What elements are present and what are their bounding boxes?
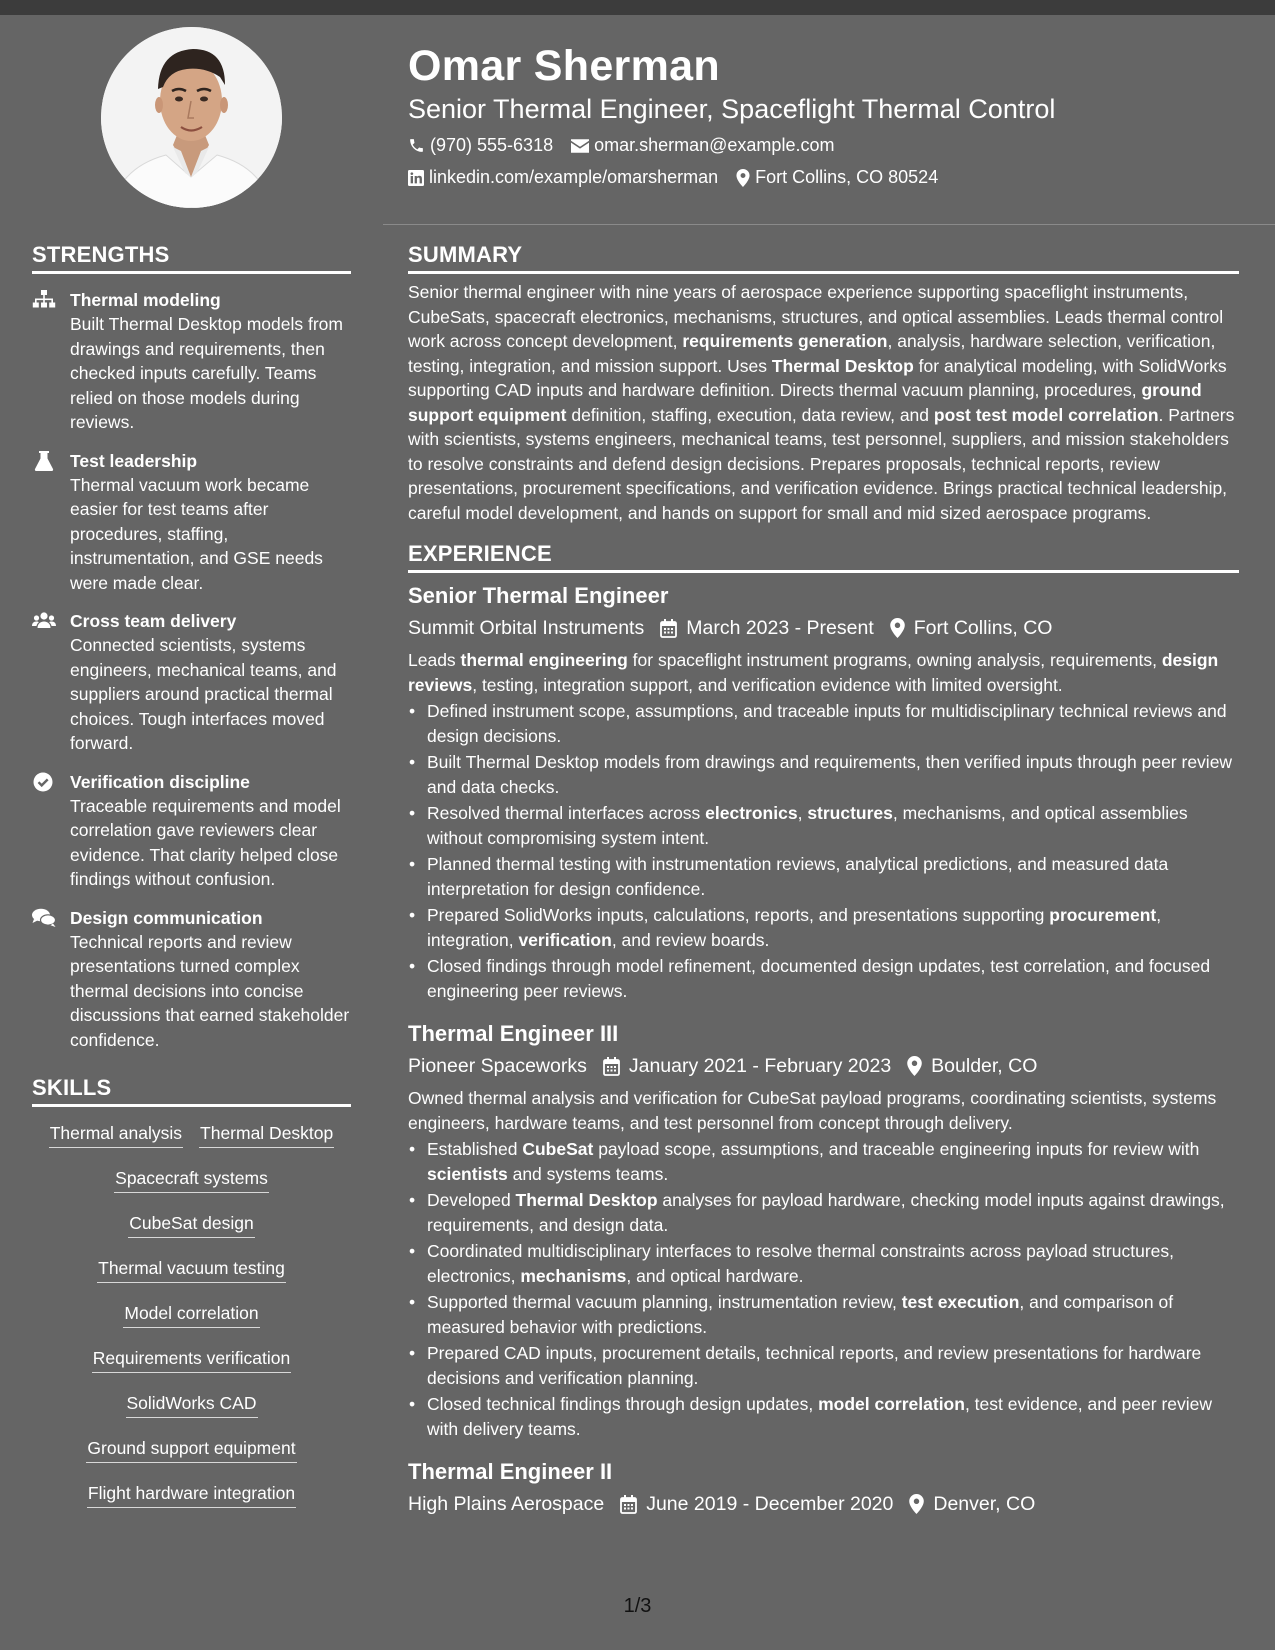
job-bullet: • Prepared CAD inputs, procurement details, technical reports, and review presentations for hardware decisions and verification planning.: [408, 1341, 1239, 1390]
strength-title: Verification discipline: [70, 771, 250, 792]
skill-tag: Thermal vacuum testing: [97, 1256, 286, 1283]
strength-text: Thermal vacuum work became easier for test teams after procedures, staffing, instrumentation, and GSE needs were made clear.: [70, 474, 323, 593]
contact-email[interactable]: [571, 135, 834, 156]
job-description: Owned thermal analysis and verification for CubeSat payload programs, coordinating scientists, systems engineers, hardware teams, and test personnel from concept through delivery.: [408, 1088, 1217, 1133]
skill-tag: CubeSat design: [128, 1211, 255, 1238]
job-description: Leads thermal engineering for spaceflight instrument programs, owning analysis, requirements, design reviews, testing, integration support, and verification evidence with limited oversight.: [408, 650, 1219, 695]
left-column: [32, 242, 351, 1526]
job-dates: [660, 613, 874, 643]
candidate-headline: Senior Thermal Engineer, Spaceflight Thermal Control: [408, 94, 1056, 124]
job-location: [890, 613, 1053, 643]
job-dates: [603, 1051, 891, 1081]
skill-tag: Thermal Desktop: [199, 1121, 334, 1148]
job-title: Thermal Engineer III: [408, 1021, 619, 1046]
skill-tag: Thermal analysis: [49, 1121, 183, 1148]
strength-item: [32, 906, 351, 1053]
contact-row-2: [408, 167, 956, 188]
page-number: 1/3: [623, 1595, 652, 1617]
top-bar: [0, 0, 1275, 15]
strength-text: Technical reports and review presentations turned complex thermal decisions into concise discussions that earned stakeholder confidence.: [70, 931, 350, 1050]
contact-linkedin[interactable]: [408, 167, 718, 188]
strength-item: [32, 609, 351, 756]
calendar-icon: [660, 619, 677, 638]
map-marker-icon: [909, 1494, 924, 1514]
strength-item: [32, 770, 351, 892]
check-circle-icon: [32, 772, 56, 792]
contact-phone[interactable]: [408, 135, 553, 156]
candidate-name: Omar Sherman: [408, 42, 720, 90]
location-text: Fort Collins, CO 80524: [755, 167, 939, 187]
profile-photo: [101, 27, 282, 208]
strength-title: Thermal modeling: [70, 290, 221, 310]
strength-text: Built Thermal Desktop models from drawings and requirements, then checked inputs carefully. Teams relied on those models during reviews.: [70, 314, 343, 432]
strengths-heading: STRENGTHS: [32, 242, 351, 274]
skill-tag: Spacecraft systems: [114, 1166, 269, 1193]
job-entry: [408, 1019, 1239, 1441]
job-meta: [408, 613, 1239, 643]
contact-location: [736, 167, 938, 188]
right-column: [408, 242, 1239, 1519]
strength-title: Test leadership: [70, 450, 198, 471]
job-bullet: • Built Thermal Desktop models from drawings and requirements, then verified inputs through peer review and data checks.: [408, 750, 1239, 799]
phone-icon: [408, 137, 425, 154]
job-bullet: • Planned thermal testing with instrumentation reviews, analytical predictions, and measured data interpretation for design confidence.: [408, 852, 1239, 901]
skill-tag: Model correlation: [123, 1301, 259, 1328]
strength-item: [32, 449, 351, 596]
job-bullet: • Established CubeSat payload scope, assumptions, and traceable engineering inputs for review with scientists and systems teams.: [408, 1137, 1239, 1186]
calendar-icon: [603, 1057, 620, 1076]
summary-heading: SUMMARY: [408, 242, 1239, 274]
job-bullet: • Closed findings through model refinement, documented design updates, test correlation, and focused engineering peer reviews.: [408, 954, 1239, 1003]
strength-item: [32, 288, 351, 435]
job-title: Thermal Engineer II: [408, 1459, 613, 1484]
job-entry: [408, 1457, 1239, 1519]
summary-text: Senior thermal engineer with nine years of aerospace experience supporting spaceflight instruments, CubeSats, spacecraft electronics, mechanisms, structures, and optical assemblies. Leads thermal control work across concept development, requirements generation, analysis, hardware selection, verification, testing, integration, and mission support. Uses Thermal Desktop for analytical modeling, with SolidWorks supporting CAD inputs and hardware definition. Directs thermal vacuum planning, procedures, ground support equipment definition, staffing, execution, data review, and post test model correlation. Partners with scientists, systems engineers, mechanical teams, test personnel, suppliers, and mission stakeholders to resolve constraints and defend design decisions. Prepares proposals, technical reports, review presentations, procurement specifications, and verification evidence. Brings practical technical leadership, careful model development, and hands on support for small and mid sized aerospace programs.: [408, 282, 1235, 523]
job-location-text: Denver, CO: [933, 1493, 1036, 1515]
job-company: Pioneer Spaceworks: [408, 1055, 587, 1077]
strengths-list: [32, 288, 351, 1052]
sitemap-icon: [32, 290, 56, 310]
skills-list: [32, 1121, 351, 1526]
job-dates: [620, 1489, 893, 1519]
job-bullets: [408, 1137, 1239, 1441]
job-meta: [408, 1489, 1239, 1519]
job-dates-text: June 2019 - December 2020: [646, 1493, 894, 1515]
job-bullet: • Developed Thermal Desktop analyses for payload hardware, checking model inputs against drawings, requirements, and design data.: [408, 1188, 1239, 1237]
strength-title: Design communication: [70, 907, 263, 928]
job-bullet: • Prepared SolidWorks inputs, calculations, reports, and presentations supporting procurement, integration, verification, and review boards.: [408, 903, 1239, 952]
header-divider: [383, 224, 1275, 225]
job-location-text: Fort Collins, CO: [913, 617, 1053, 639]
users-icon: [32, 611, 56, 631]
map-marker-icon: [890, 618, 905, 638]
skill-tag: Requirements verification: [92, 1346, 291, 1373]
map-marker-icon: [736, 169, 750, 187]
job-bullets: [408, 699, 1239, 1003]
skill-tag: Ground support equipment: [86, 1436, 296, 1463]
job-location: [909, 1489, 1035, 1519]
map-marker-icon: [907, 1056, 922, 1076]
strength-title: Cross team delivery: [70, 611, 237, 631]
contact-row-1: [408, 135, 852, 156]
job-entry: [408, 581, 1239, 1003]
skill-tag: SolidWorks CAD: [126, 1391, 258, 1418]
job-dates-text: March 2023 - Present: [686, 617, 874, 639]
experience-heading: EXPERIENCE: [408, 541, 1239, 573]
job-bullet: • Supported thermal vacuum planning, instrumentation review, test execution, and comparison of measured behavior with predictions.: [408, 1290, 1239, 1339]
job-bullet: • Defined instrument scope, assumptions, and traceable inputs for multidisciplinary technical reviews and design decisions.: [408, 699, 1239, 748]
job-dates-text: January 2021 - February 2023: [628, 1055, 892, 1077]
job-bullet: • Resolved thermal interfaces across electronics, structures, mechanisms, and optical assemblies without compromising system intent.: [408, 801, 1239, 850]
job-location-text: Boulder, CO: [931, 1055, 1038, 1077]
skills-heading: SKILLS: [32, 1075, 351, 1107]
strength-text: Traceable requirements and model correlation gave reviewers clear evidence. That clarity helped close findings without confusion.: [70, 795, 341, 889]
job-company: Summit Orbital Instruments: [408, 617, 645, 639]
strength-text: Connected scientists, systems engineers, mechanical teams, and suppliers around practical thermal choices. Tough interfaces moved forward.: [70, 635, 337, 753]
experience-list: [408, 581, 1239, 1519]
comments-icon: [32, 908, 56, 928]
calendar-icon: [620, 1495, 637, 1514]
email-text: omar.sherman@example.com: [594, 135, 835, 155]
job-company: High Plains Aerospace: [408, 1493, 605, 1515]
job-bullet: • Coordinated multidisciplinary interfaces to resolve thermal constraints across payload structures, electronics, mechanisms, and optical hardware.: [408, 1239, 1239, 1288]
phone-text: (970) 555-6318: [430, 135, 554, 155]
envelope-icon: [571, 139, 589, 153]
linkedin-text: linkedin.com/example/omarsherman: [429, 167, 719, 187]
flask-icon: [32, 451, 56, 471]
job-bullet: • Closed technical findings through design updates, model correlation, test evidence, and peer review with delivery teams.: [408, 1392, 1239, 1441]
job-title: Senior Thermal Engineer: [408, 583, 669, 608]
linkedin-icon: [408, 170, 424, 186]
job-location: [907, 1051, 1037, 1081]
skill-tag: Flight hardware integration: [87, 1481, 296, 1508]
job-meta: [408, 1051, 1239, 1081]
